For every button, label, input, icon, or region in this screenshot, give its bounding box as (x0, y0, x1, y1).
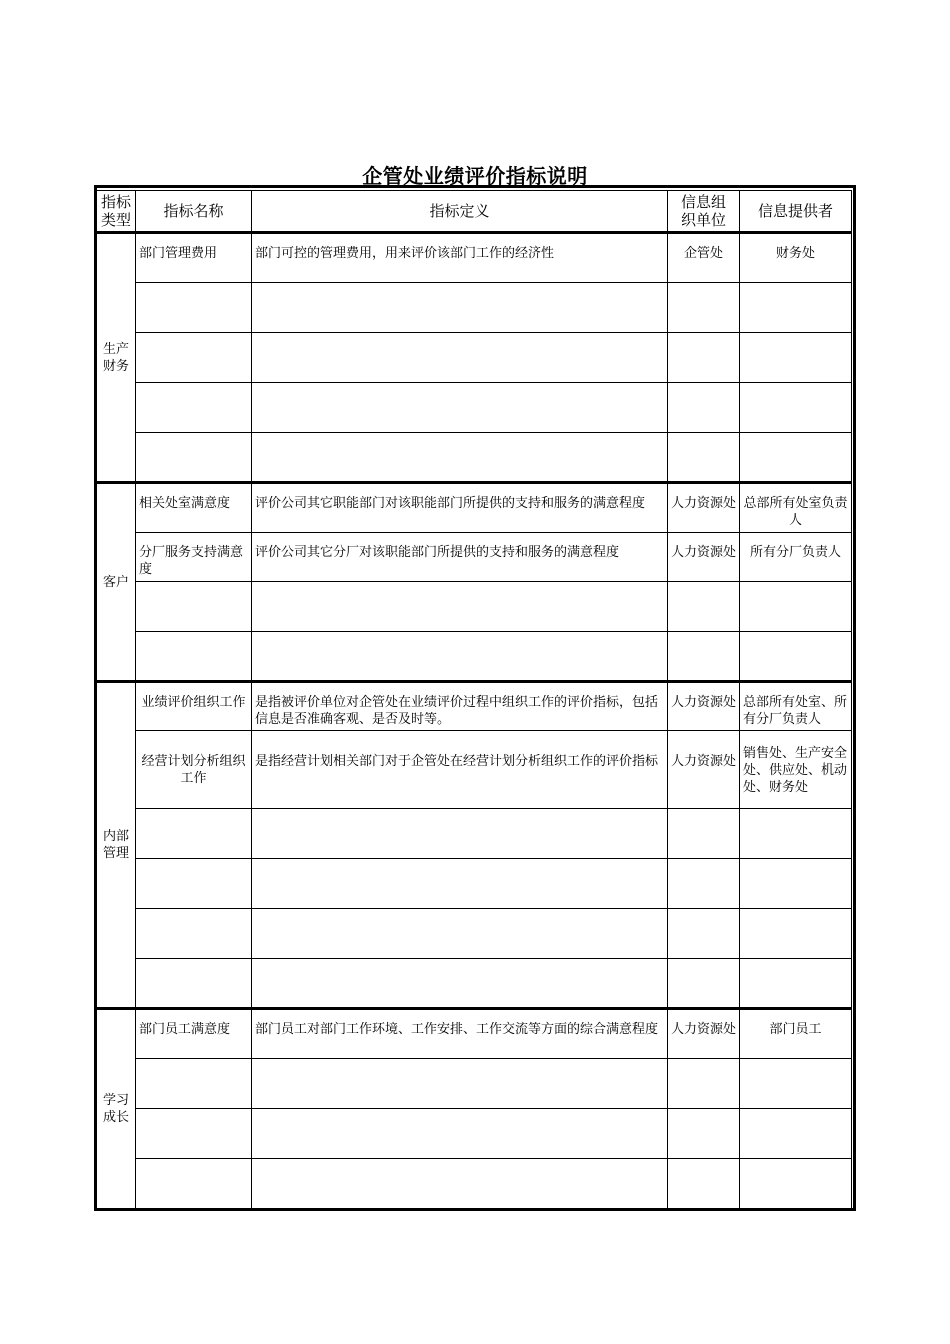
header-name: 指标名称 (136, 191, 252, 233)
indicator-definition (252, 283, 668, 333)
table-header-row (97, 191, 852, 233)
indicator-definition (252, 632, 668, 682)
indicator-definition (252, 859, 668, 909)
info-org (668, 383, 740, 433)
info-provider (740, 1159, 852, 1209)
category-cell: 内部管理 (97, 682, 136, 1009)
info-provider: 销售处、生产安全处、供应处、机动处、财务处 (740, 731, 852, 809)
indicator-definition: 是指被评价单位对企管处在业绩评价过程中组织工作的评价指标，包括信息是否准确客观、是否及时等。 (252, 682, 668, 731)
header-provider: 信息提供者 (740, 191, 852, 233)
info-org (668, 1159, 740, 1209)
indicator-definition: 部门可控的管理费用，用来评价该部门工作的经济性 (252, 233, 668, 283)
indicator-name: 部门员工满意度 (136, 1009, 252, 1059)
indicator-name: 相关处室满意度 (136, 483, 252, 533)
table-row (97, 333, 852, 383)
indicator-definition (252, 582, 668, 632)
indicator-name (136, 959, 252, 1009)
table-row (97, 682, 852, 731)
indicator-name: 业绩评价组织工作 (136, 682, 252, 731)
header-org: 信息组织单位 (668, 191, 740, 233)
indicator-name (136, 383, 252, 433)
indicator-name (136, 283, 252, 333)
table-row (97, 283, 852, 333)
indicator-name (136, 809, 252, 859)
info-provider: 财务处 (740, 233, 852, 283)
table-row (97, 383, 852, 433)
info-org (668, 1109, 740, 1159)
info-org: 企管处 (668, 233, 740, 283)
info-provider (740, 809, 852, 859)
indicator-name (136, 909, 252, 959)
table-row (97, 859, 852, 909)
info-provider (740, 959, 852, 1009)
indicator-name (136, 1059, 252, 1109)
info-org (668, 1059, 740, 1109)
indicator-definition (252, 959, 668, 1009)
info-org (668, 333, 740, 383)
info-provider (740, 909, 852, 959)
table-row (97, 433, 852, 483)
table-row (97, 809, 852, 859)
table-row (97, 533, 852, 582)
info-provider: 总部所有处室、所有分厂负责人 (740, 682, 852, 731)
info-org: 人力资源处 (668, 682, 740, 731)
info-provider (740, 383, 852, 433)
table-row (97, 483, 852, 533)
indicator-name (136, 582, 252, 632)
indicator-name: 部门管理费用 (136, 233, 252, 283)
info-org (668, 909, 740, 959)
indicator-definition: 评价公司其它职能部门对该职能部门所提供的支持和服务的满意程度 (252, 483, 668, 533)
info-provider (740, 1109, 852, 1159)
info-org (668, 859, 740, 909)
indicator-name (136, 859, 252, 909)
indicator-definition: 部门员工对部门工作环境、工作安排、工作交流等方面的综合满意程度 (252, 1009, 668, 1059)
indicator-definition (252, 433, 668, 483)
info-provider: 部门员工 (740, 1009, 852, 1059)
table-row (97, 1059, 852, 1109)
table-row (97, 632, 852, 682)
info-org (668, 809, 740, 859)
header-type: 指标类型 (97, 191, 136, 233)
indicator-definition (252, 383, 668, 433)
info-org: 人力资源处 (668, 1009, 740, 1059)
indicator-definition (252, 1159, 668, 1209)
info-org: 人力资源处 (668, 483, 740, 533)
info-org (668, 433, 740, 483)
info-provider: 总部所有处室负责人 (740, 483, 852, 533)
indicator-definition: 是指经营计划相关部门对于企管处在经营计划分析组织工作的评价指标 (252, 731, 668, 809)
table-row (97, 909, 852, 959)
indicator-name (136, 333, 252, 383)
table-row (97, 582, 852, 632)
indicator-name (136, 1159, 252, 1209)
info-org (668, 582, 740, 632)
info-org: 人力资源处 (668, 533, 740, 582)
info-provider (740, 632, 852, 682)
table-row (97, 1009, 852, 1059)
info-org (668, 632, 740, 682)
category-cell: 生产财务 (97, 233, 136, 483)
table-row (97, 731, 852, 809)
indicator-name: 经营计划分析组织工作 (136, 731, 252, 809)
info-org (668, 283, 740, 333)
info-provider (740, 1059, 852, 1109)
indicator-name (136, 632, 252, 682)
indicator-definition (252, 1109, 668, 1159)
indicator-name (136, 433, 252, 483)
indicator-definition (252, 809, 668, 859)
table-row (97, 233, 852, 283)
table-row (97, 1159, 852, 1209)
info-org: 人力资源处 (668, 731, 740, 809)
page-title: 企管处业绩评价指标说明 (362, 164, 588, 188)
indicator-definition (252, 333, 668, 383)
info-provider (740, 582, 852, 632)
indicator-table (96, 190, 852, 1209)
indicator-name: 分厂服务支持满意度 (136, 533, 252, 582)
header-definition: 指标定义 (252, 191, 668, 233)
info-provider (740, 283, 852, 333)
info-provider: 所有分厂负责人 (740, 533, 852, 582)
indicator-definition: 评价公司其它分厂对该职能部门所提供的支持和服务的满意程度 (252, 533, 668, 582)
table-row (97, 959, 852, 1009)
indicator-name (136, 1109, 252, 1159)
info-org (668, 959, 740, 1009)
indicator-definition (252, 1059, 668, 1109)
category-cell: 客户 (97, 483, 136, 682)
info-provider (740, 859, 852, 909)
info-provider (740, 433, 852, 483)
info-provider (740, 333, 852, 383)
indicator-definition (252, 909, 668, 959)
table-row (97, 1109, 852, 1159)
category-cell: 学习成长 (97, 1009, 136, 1209)
